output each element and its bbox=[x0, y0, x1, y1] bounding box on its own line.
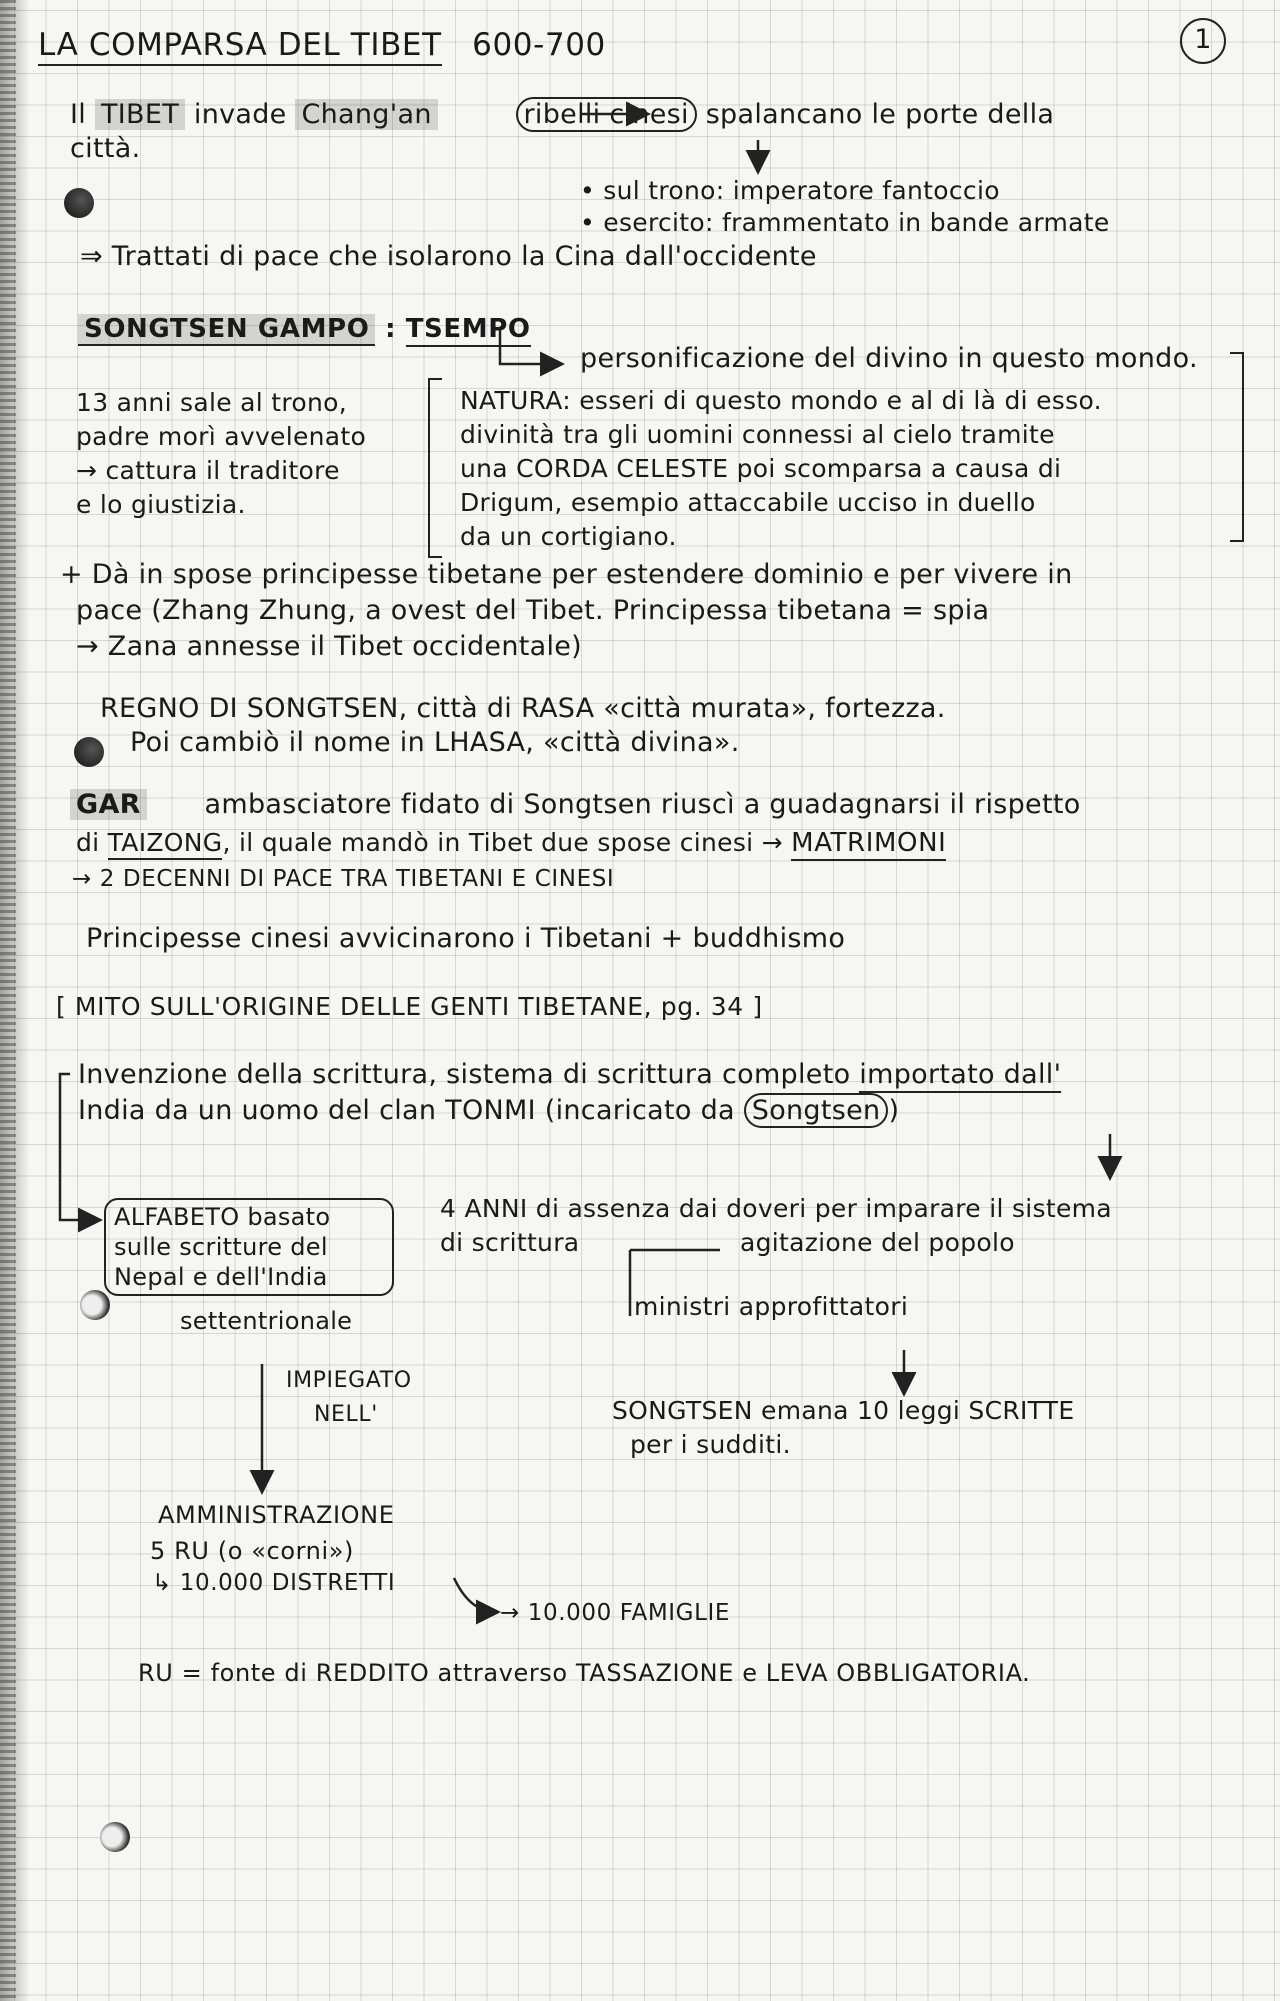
binder-hole bbox=[80, 1290, 110, 1320]
nature-bracket-left bbox=[428, 378, 442, 558]
brides-line-2: pace (Zhang Zhung, a ovest del Tibet. Principessa tibetana = spia bbox=[76, 595, 990, 626]
peace-line: → 2 DECENNI DI PACE TRA TIBETANI E CINESI bbox=[72, 866, 615, 892]
laws-line-1: SONGTSEN emana 10 leggi SCRITTE bbox=[612, 1396, 1075, 1425]
employed-label: IMPIEGATO bbox=[286, 1368, 412, 1393]
administration-label: AMMINISTRAZIONE bbox=[158, 1501, 395, 1529]
invasion-line: Il TIBET invade Chang'an ribelli cinesi spalancano le porte della bbox=[70, 99, 1055, 130]
perforation-edge bbox=[0, 0, 16, 2001]
capture-traitor: → cattura il traditore bbox=[76, 456, 340, 485]
binder-hole bbox=[100, 1822, 130, 1852]
nature-line-5: da un cortigiano. bbox=[460, 522, 677, 551]
page-number: 1 bbox=[1180, 18, 1226, 64]
father-poisoned: padre morì avvelenato bbox=[76, 422, 367, 451]
writing-line-1: Invenzione della scrittura, sistema di scrittura completo importato dall' bbox=[78, 1058, 1061, 1092]
absence-line-2: di scrittura bbox=[440, 1228, 580, 1257]
page-title: LA COMPARSA DEL TIBET 600-700 bbox=[38, 28, 606, 62]
tsempo-definition: personificazione del divino in questo mondo. bbox=[580, 343, 1198, 374]
alphabet-line-2: sulle scritture del bbox=[114, 1233, 328, 1261]
nature-line-3: una CORDA CELESTE poi scomparsa a causa di bbox=[460, 454, 1062, 483]
binder-hole bbox=[74, 737, 104, 767]
districts-label: ↳ 10.000 DISTRETTI bbox=[152, 1570, 396, 1596]
ru-label: 5 RU (o «corni») bbox=[150, 1537, 354, 1565]
ru-definition: RU = fonte di REDDITO attraverso TASSAZIONE e LEVA OBBLIGATORIA. bbox=[138, 1659, 1031, 1687]
songtsen-heading: SONGTSEN GAMPO : TSEMPO bbox=[78, 312, 531, 346]
nature-line-1: NATURA: esseri di questo mondo e al di là di esso. bbox=[460, 386, 1102, 415]
unrest-line: agitazione del popolo bbox=[740, 1228, 1015, 1257]
gar-line-1: GAR ambasciatore fidato di Songtsen riuscì a guadagnarsi il rispetto bbox=[70, 788, 1081, 822]
nature-line-2: divinità tra gli uomini connessi al cielo tramite bbox=[460, 420, 1055, 449]
chinese-princesses-line: Principesse cinesi avvicinarono i Tibetani + buddhismo bbox=[86, 923, 846, 954]
alphabet-line-1: ALFABETO basato bbox=[114, 1203, 331, 1231]
alphabet-line-3: Nepal e dell'India bbox=[114, 1263, 328, 1291]
myth-reference: [ MITO SULL'ORIGINE DELLE GENTI TIBETANE, pg. 34 ] bbox=[56, 992, 763, 1021]
arrow-to-families bbox=[454, 1578, 496, 1612]
bullet-army: • esercito: frammentato in bande armate bbox=[580, 208, 1110, 237]
throne-age: 13 anni sale al trono, bbox=[76, 388, 348, 417]
families-label: → 10.000 FAMIGLIE bbox=[500, 1600, 731, 1626]
alphabet-line-4: settentrionale bbox=[180, 1307, 353, 1335]
kingdom-line-2: Poi cambiò il nome in LHASA, «città divina». bbox=[130, 727, 740, 758]
brides-line-3: → Zana annesse il Tibet occidentale) bbox=[76, 631, 583, 662]
treaties-line: ⇒ Trattati di pace che isolarono la Cina dall'occidente bbox=[80, 241, 817, 272]
alphabet-box bbox=[104, 1198, 394, 1296]
employed-label-2: NELL' bbox=[314, 1402, 378, 1427]
invasion-line-cont: città. bbox=[70, 133, 141, 164]
nature-bracket-right bbox=[1230, 352, 1244, 542]
writing-line-2: India da un uomo del clan TONMI (incaricato da Songtsen ) bbox=[78, 1095, 900, 1126]
bullet-throne: • sul trono: imperatore fantoccio bbox=[580, 176, 1000, 205]
kingdom-line-1: REGNO DI SONGTSEN, città di RASA «città murata», fortezza. bbox=[100, 693, 946, 724]
binder-hole bbox=[64, 188, 94, 218]
brides-line-1: + Dà in spose principesse tibetane per estendere dominio e per vivere in bbox=[60, 559, 1073, 590]
absence-line-1: 4 ANNI di assenza dai doveri per imparare il sistema bbox=[440, 1194, 1112, 1223]
execute-traitor: e lo giustizia. bbox=[76, 490, 246, 519]
laws-line-2: per i sudditi. bbox=[630, 1430, 791, 1459]
ministers-line: ministri approfittatori bbox=[634, 1292, 909, 1321]
nature-line-4: Drigum, esempio attaccabile ucciso in duello bbox=[460, 488, 1036, 517]
gar-line-2: di TAIZONG, il quale mandò in Tibet due spose cinesi → MATRIMONI bbox=[76, 826, 946, 860]
